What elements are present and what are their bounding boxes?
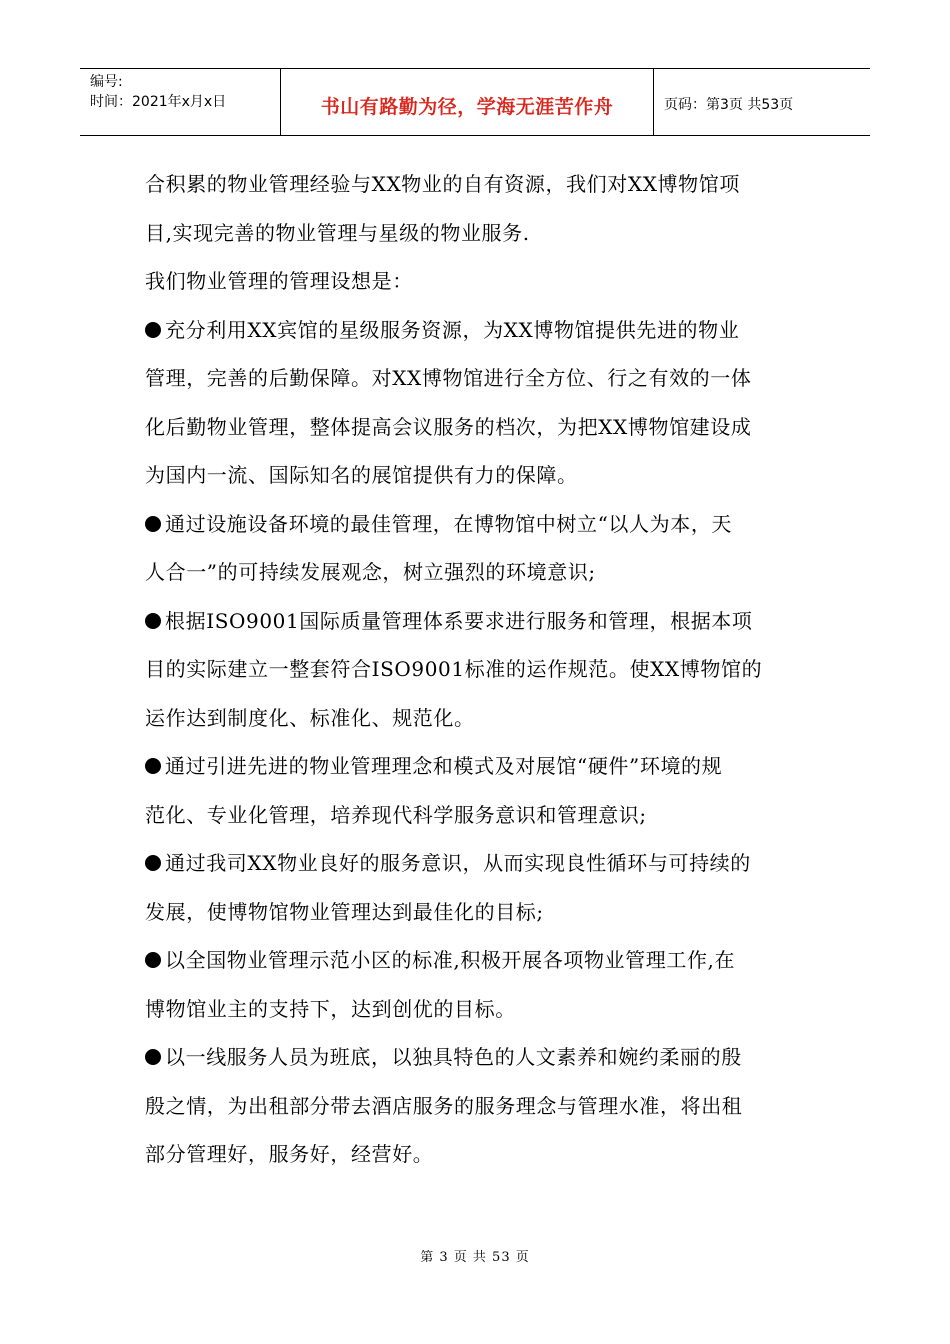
body-line-text: 博物馆业主的支持下，达到创优的目标。 [145,996,516,1021]
body-line-text: 化后勤物业管理，整体提高会议服务的档次，为把XX博物馆建设成 [145,414,752,439]
body-line-text: 为国内一流、国际知名的展馆提供有力的保障。 [145,463,578,487]
body-line-text: 目的实际建立一整套符合ISO9001标准的运作规范。使XX博物馆的 [145,657,763,681]
document-number-label: 编号: [90,74,123,90]
body-line [145,742,810,791]
body-line-text: 发展，使博物馆物业管理达到最佳化的目标; [145,899,544,924]
body-line-text: 充分利用XX宾馆的星级服务资源，为XX博物馆提供先进的物业 [165,317,740,342]
body-line [145,791,810,840]
body-line-text: 范化、专业化管理，培养现代科学服务意识和管理意识; [145,802,647,827]
body-line-text: 以全国物业管理示范小区的标准,积极开展各项物业管理工作,在 [165,948,736,972]
body-line-text: 运作达到制度化、标准化、规范化。 [145,705,475,730]
body-line [145,548,810,597]
bullet-icon [145,1049,161,1065]
bullet-icon [145,952,161,968]
body-line [145,597,810,646]
body-line-text: 通过设施设备环境的最佳管理，在博物馆中树立“以人为本，天 [165,511,733,536]
body-line-text: 人合一”的可持续发展观念，树立强烈的环境意识; [145,560,596,584]
body-line [145,403,810,452]
body-line [145,451,810,500]
document-time-label: 时间：2021年x月x日 [90,94,227,110]
bullet-icon [145,322,161,338]
header-page-cell [654,69,870,135]
bullet-icon [145,516,161,532]
body-line [145,1082,810,1131]
bullet-icon [145,613,161,629]
body-line [145,1033,810,1082]
body-line [145,936,810,985]
body-line-text: 合积累的物业管理经验与XX物业的自有资源，我们对XX博物馆项 [145,172,740,196]
body-line [145,645,810,694]
body-line-text: 通过我司XX物业良好的服务意识，从而实现良性循环与可持续的 [165,851,751,875]
document-body [145,160,810,1179]
header-motto-cell [280,69,654,135]
header-page-label: 页码：第3页 共53页 [664,97,794,113]
body-line-text: 根据ISO9001国际质量管理体系要求进行服务和管理，根据本项 [165,608,753,633]
body-line [145,257,810,306]
body-line [145,500,810,549]
bullet-icon [145,758,161,774]
body-line-text: 我们物业管理的管理设想是： [145,269,413,293]
body-line-text: 通过引进先进的物业管理理念和模式及对展馆“硬件”环境的规 [165,754,723,778]
bullet-icon [145,855,161,871]
body-line [145,306,810,355]
body-line-text: 部分管理好，服务好，经营好。 [145,1142,434,1166]
header-meta [80,69,280,135]
body-line-text: 管理，完善的后勤保障。对XX博物馆进行全方位、行之有效的一体 [145,366,752,390]
body-line [145,354,810,403]
body-line [145,985,810,1034]
body-line [145,160,810,209]
header-motto: 书山有路勤为径，学海无涯苦作舟 [320,95,614,118]
document-header [80,68,870,136]
body-line-text: 殷之情，为出租部分带去酒店服务的服务理念与管理水准，将出租 [145,1093,743,1118]
body-line [145,694,810,743]
body-line [145,888,810,937]
page-footer: 第 3 页 共 53 页 [420,1250,530,1265]
body-line [145,839,810,888]
body-line-text: 目,实现完善的物业管理与星级的物业服务. [145,220,530,245]
body-line [145,209,810,258]
body-line-text: 以一线服务人员为班底，以独具特色的人文素养和婉约柔丽的殷 [165,1045,742,1069]
body-line [145,1130,810,1179]
